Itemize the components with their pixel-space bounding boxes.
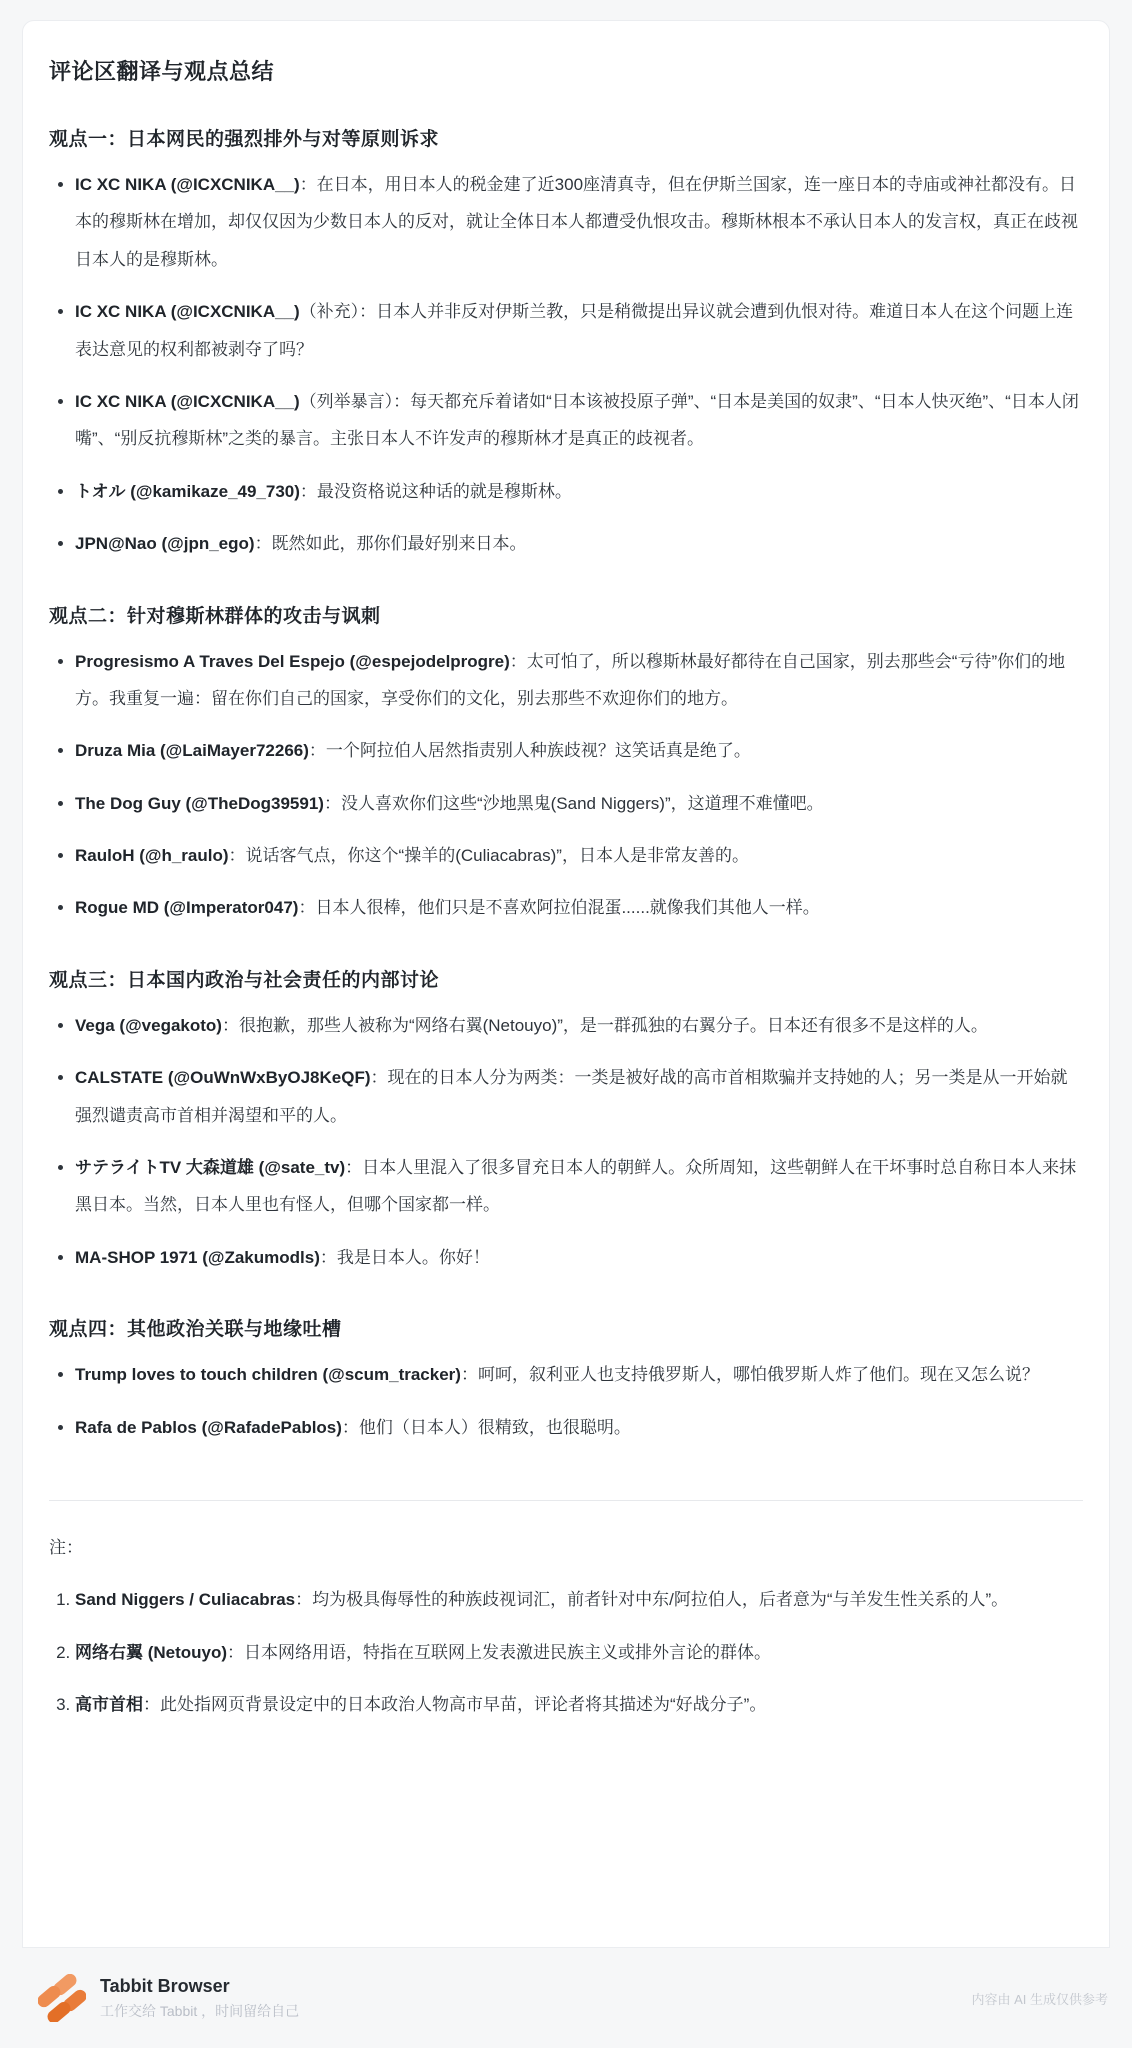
comment-item [75,293,1083,368]
commenter-name: IC XC NIKA (@ICXCNIKA__) [75,391,300,411]
commenter-name: RauloH (@h_raulo) [75,846,229,866]
comment-text: ：日本人里混入了很多冒充日本人的朝鲜人。众所周知，这些朝鲜人在干坏事时总自称日本人来抹黑日本。当然，日本人里也有怪人，但哪个国家都一样。 [75,1158,1077,1215]
comment-text: ：现在的日本人分为两类：一类是被好战的高市首相欺骗并支持她的人；另一类是从一开始就强烈谴责高市首相并渴望和平的人。 [75,1068,1068,1125]
footer-brand-block [100,1976,299,2021]
comment-item [75,1239,1083,1276]
commenter-name: Rafa de Pablos (@RafadePablos) [75,1417,342,1437]
comment-item [75,1356,1083,1393]
comment-text: ：呵呵，叙利亚人也支持俄罗斯人，哪怕俄罗斯人炸了他们。现在又怎么说？ [460,1365,1039,1385]
note-term: 高市首相 [75,1695,143,1715]
comment-text: ：说话客气点，你这个“操羊的(Culiacabras)”，日本人是非常友善的。 [228,846,749,866]
comment-item [75,732,1083,769]
comment-list [49,643,1083,927]
opinion-section [49,965,1083,1276]
footer [0,1948,1132,2048]
summary-card [22,20,1110,1948]
comment-text: ：太可怕了，所以穆斯林最好都待在自己国家，别去那些会“亏待”你们的地方。我重复一遍：留在你们自己的国家，享受你们的文化，别去那些不欢迎你们的地方。 [75,651,1066,708]
note-term: Sand Niggers / Culiacabras [75,1590,296,1610]
comment-item [75,1149,1083,1224]
comment-item [75,1409,1083,1446]
comment-item [75,166,1083,278]
comment-item [75,889,1083,926]
opinion-section [49,1314,1083,1446]
commenter-name: Trump loves to touch children (@scum_tracker) [75,1365,461,1385]
commenter-name: MA-SHOP 1971 (@Zakumodls) [75,1247,320,1267]
note-text: ：日本网络用语，特指在互联网上发表激进民族主义或排外言论的群体。 [227,1642,772,1662]
commenter-name: トオル (@kamikaze_49_730) [75,481,300,501]
comment-list [49,1356,1083,1446]
comment-text: ：没人喜欢你们这些“沙地黑鬼(Sand Niggers)”，这道理不难懂吧。 [323,793,824,813]
tabbit-pinwheel-icon [38,1974,86,2022]
footer-disclaimer: 内容由 AI 生成仅供参考 [971,1991,1108,2007]
comment-text: ：在日本，用日本人的税金建了近300座清真寺，但在伊斯兰国家，连一座日本的寺庙或神社都没有。日本的穆斯林在增加，却仅仅因为少数日本人的反对，就让全体日本人都遭受仇恨攻击。穆斯林根本不承认日本人的发言权，真正在歧视日本人的是穆斯林。 [75,175,1078,269]
comment-text: （列举暴言）：每天都充斥着诸如“日本该被投原子弹”、“日本是美国的奴隶”、“日本人快灭绝”、“日本人闭嘴”、“别反抗穆斯林”之类的暴言。主张日本人不许发声的穆斯林才是真正的歧视者。 [75,391,1079,449]
section-heading: 观点三：日本国内政治与社会责任的内部讨论 [49,969,440,991]
section-heading: 观点四：其他政治关联与地缘吐槽 [49,1319,342,1341]
commenter-name: Druza Mia (@LaiMayer72266) [75,741,309,761]
note-text: ：此处指网页背景设定中的日本政治人物高市早苗，评论者将其描述为“好战分子”。 [143,1695,767,1715]
comment-item [75,1059,1083,1134]
commenter-name: サテライトTV 大森道雄 (@sate_tv) [75,1158,346,1178]
commenter-name: IC XC NIKA (@ICXCNIKA__) [75,175,300,194]
page-title: 评论区翻译与观点总结 [49,59,275,84]
comment-text: ：最没资格说这种话的就是穆斯林。 [299,481,572,501]
note-item [75,1581,1083,1618]
comment-text: ：日本人很棒，他们只是不喜欢阿拉伯混蛋......就像我们其他人一样。 [298,898,820,918]
comment-item [75,383,1083,458]
opinion-section [49,124,1083,563]
comment-text: ：一个阿拉伯人居然指责别人种族歧视？这笑话真是绝了。 [308,741,751,761]
note-text: ：均为极具侮辱性的种族歧视词汇，前者针对中东/阿拉伯人，后者意为“与羊发生性关系的人”。 [295,1590,1009,1610]
commenter-name: Rogue MD (@Imperator047) [75,898,299,918]
comment-list [49,1007,1083,1276]
comment-item [75,837,1083,874]
notes-label: 注： [49,1537,83,1557]
comment-text: ：他们（日本人）很精致，也很聪明。 [341,1417,631,1437]
commenter-name: Progresismo A Traves Del Espejo (@espejodelprogre) [75,651,510,671]
commenter-name: JPN@Nao (@jpn_ego) [75,534,255,554]
note-item [75,1686,1083,1723]
note-item [75,1634,1083,1671]
commenter-name: The Dog Guy (@TheDog39591) [75,793,324,813]
comment-text: （补充）：日本人并非反对伊斯兰教，只是稍微提出异议就会遭到仇恨对待。难道日本人在这个问题上连表达意见的权利都被剥夺了吗？ [75,302,1074,359]
notes-list [49,1581,1083,1723]
comment-item [75,785,1083,822]
commenter-name: CALSTATE (@OuWnWxByOJ8KeQF) [75,1068,371,1088]
comment-text: ：既然如此，那你们最好别来日本。 [254,534,527,554]
divider [49,1500,1083,1501]
comment-list [49,166,1083,563]
comment-item [75,643,1083,718]
footer-brand: Tabbit Browser [100,1975,230,1996]
commenter-name: Vega (@vegakoto) [75,1015,222,1035]
comment-text: ：很抱歉，那些人被称为“网络右翼(Netouyo)”，是一群孤独的右翼分子。日本还有很多不是这样的人。 [221,1015,988,1035]
note-term: 网络右翼 (Netouyo) [75,1642,228,1662]
sections [49,124,1083,1446]
section-heading: 观点二：针对穆斯林群体的攻击与讽刺 [49,605,381,627]
section-heading: 观点一：日本网民的强烈排外与对等原则诉求 [49,129,440,150]
commenter-name: IC XC NIKA (@ICXCNIKA__) [75,302,300,322]
comment-item [75,1007,1083,1044]
comment-text: ：我是日本人。你好！ [319,1247,490,1267]
comment-item [75,473,1083,510]
notes-section [49,1529,1083,1724]
comment-item [75,525,1083,562]
footer-tagline: 工作交给 Tabbit ，时间留给自己 [100,2002,300,2019]
opinion-section [49,601,1083,927]
